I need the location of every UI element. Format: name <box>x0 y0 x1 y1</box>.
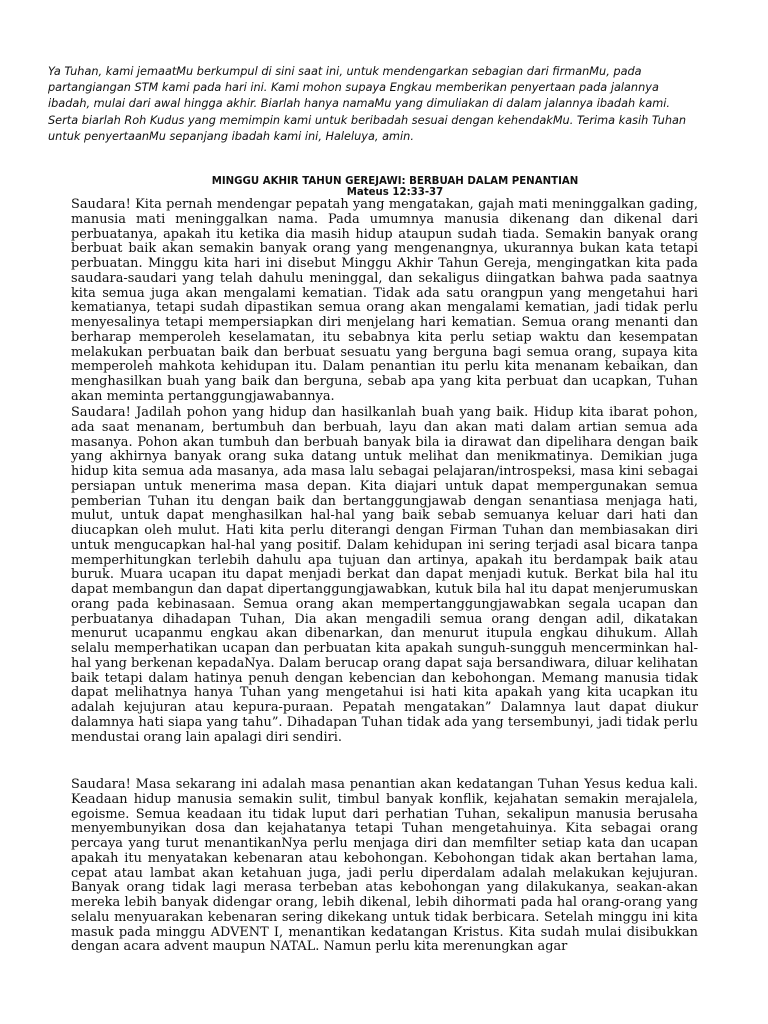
sermon-paragraph-1: Saudara! Kita pernah mendengar pepatah yang mengatakan, gajah mati meninggalkan gading, manusia mati meninggalkan nama. Pada umumnya manusia dikenang dan dikenal dari perbuatanya, apakah itu ketika dia masih hidup ataupun sudah tiada. Semakin banyak orang berbuat baik akan semakin banyak orang yang mengenangnya, ukurannya bukan kata tetapi perbuatan. Minggu kita hari ini disebut Minggu Akhir Tahun Gereja, mengingatkan kita pada saudara-saudari yang telah dahulu meninggal, dan sekaligus diingatkan bahwa pada saatnya kita semua juga akan mengalami kematian. Tidak ada satu orangpun yang mengetahui hari kematianya, tetapi sudah dipastikan semua orang akan mengalami kematian, jadi tidak perlu menyesalinya tetapi mempersiapkan diri menjelang hari kematian. Semua orang menanti dan berharap memperoleh keselamatan, itu sebabnya kita perlu setiap waktu dan kesempatan melakukan perbuatan baik dan berbuat sesuatu yang berguna bagi semua orang, supaya kita memperoleh mahkota kehidupan itu. Dalam penantian itu perlu kita menanam kebaikan, dan menghasilkan buah yang baik dan berguna, sebab apa yang kita perbuat dan ucapkan, Tuhan akan meminta pertanggungjawabannya. <box>71 197 698 404</box>
sermon-paragraph-2: Saudara! Jadilah pohon yang hidup dan hasilkanlah buah yang baik. Hidup kita ibarat pohon, ada saat menanam, bertumbuh dan berbuah, layu dan akan mati dalam artian semua ada masanya. Pohon akan tumbuh dan berbuah banyak bila ia dirawat dan dipelihara dengan baik yang akhirnya banyak orang suka datang untuk melihat dan menikmatinya. Demikian juga hidup kita semua ada masanya, ada masa lalu sebagai pelajaran/introspeksi, masa kini sebagai persiapan untuk menerima masa depan. Kita diajari untuk dapat mempergunakan semua pemberian Tuhan itu dengan baik dan bertanggungjawab dengan senantiasa menjaga hati, mulut, untuk dapat menghasilkan hal-hal yang baik sebab semuanya keluar dari hati dan diucapkan oleh mulut. Hati kita perlu diterangi dengan Firman Tuhan dan membiasakan diri untuk mengucapkan hal-hal yang positif. Dalam kehidupan ini sering terjadi asal bicara tanpa memperhitungkan terlebih dahulu apa tujuan dan artinya, apakah itu berdampak baik atau buruk. Muara ucapan itu dapat menjadi berkat dan dapat menjadi kutuk. Berkat bila hal itu dapat membangun dan dapat dipertanggungjawabkan, kutuk bila hal itu dapat menjerumuskan orang pada kebinasaan. Semua orang akan mempertanggungjawabkan segala ucapan dan perbuatanya dihadapan Tuhan, Dia akan mengadili semua orang dengan adil, dikatakan menurut ucapanmu engkau akan dibenarkan, dan menurut itupula engkau dihukum. Allah selalu memperhatikan ucapan dan perbuatan kita apakah sunguh-sungguh mencerminkan hal-hal yang berkenan kepadaNya. Dalam berucap orang dapat saja bersandiwara, diluar kelihatan baik tetapi dalam hatinya penuh dengan kebencian dan kebohongan. Memang manusia tidak dapat melihatnya hanya Tuhan yang mengetahui isi hati kita apakah yang kita ucapkan itu adalah kejujuran atau kepura-puraan. Pepatah mengatakan” Dalamnya laut dapat diukur dalamnya hati siapa yang tahu”. Dihadapan Tuhan tidak ada yang tersembunyi, jadi tidak perlu mendustai orang lain apalagi diri sendiri. <box>71 405 698 745</box>
prayer-paragraph: Ya Tuhan, kami jemaatMu berkumpul di sini saat ini, untuk mendengarkan sebagian dari firmanMu, pada partangiangan STM kami pada hari ini. Kami mohon supaya Engkau memberikan penyertaan pada jalannya ibadah, mulai dari awal hingga akhir. Biarlah hanya namaMu yang dimuliakan di dalam jalannya ibadah kami. Serta biarlah Roh Kudus yang memimpin kami untuk beribadah sesuai dengan kehendakMu. Terima kasih Tuhan untuk penyertaanMu sepanjang ibadah kami ini, Haleluya, amin. <box>48 65 687 143</box>
scripture-reference: Mateus 12:33-37 <box>346 187 444 198</box>
sermon-title: MINGGU AKHIR TAHUN GEREJAWI: BERBUAH DALAM PENANTIAN <box>211 176 579 187</box>
sermon-paragraph-3: Saudara! Masa sekarang ini adalah masa penantian akan kedatangan Tuhan Yesus kedua kali. Keadaan hidup manusia semakin sulit, timbul banyak konflik, kejahatan semakin merajalela, egoisme. Semua keadaan itu tidak luput dari perhatian Tuhan, sekalipun manusia berusaha menyembunyikan dosa dan kejahatanya tetapi Tuhan mengetahuinya. Kita sebagai orang percaya yang turut menantikanNya perlu menjaga diri dan memfilter setiap kata dan ucapan apakah itu menyatakan kebenaran atau kebohongan. Kebohongan tidak akan bertahan lama, cepat atau lambat akan ketahuan juga, jadi perlu diperdalam adalah melakukan kejujuran. Banyak orang tidak lagi merasa terbeban atas kebohongan yang dilakukanya, seakan-akan mereka lebih banyak didengar orang, lebih dikenal, lebih dihormati pada hal orang-orang yang selalu menyuarakan kebenaran sering dikekang untuk tidak berbicara. Setelah minggu ini kita masuk pada minggu ADVENT I, menantikan kedatangan Kristus. Kita sudah mulai disibukkan dengan acara advent maupun NATAL. Namun perlu kita merenungkan agar <box>71 777 698 955</box>
